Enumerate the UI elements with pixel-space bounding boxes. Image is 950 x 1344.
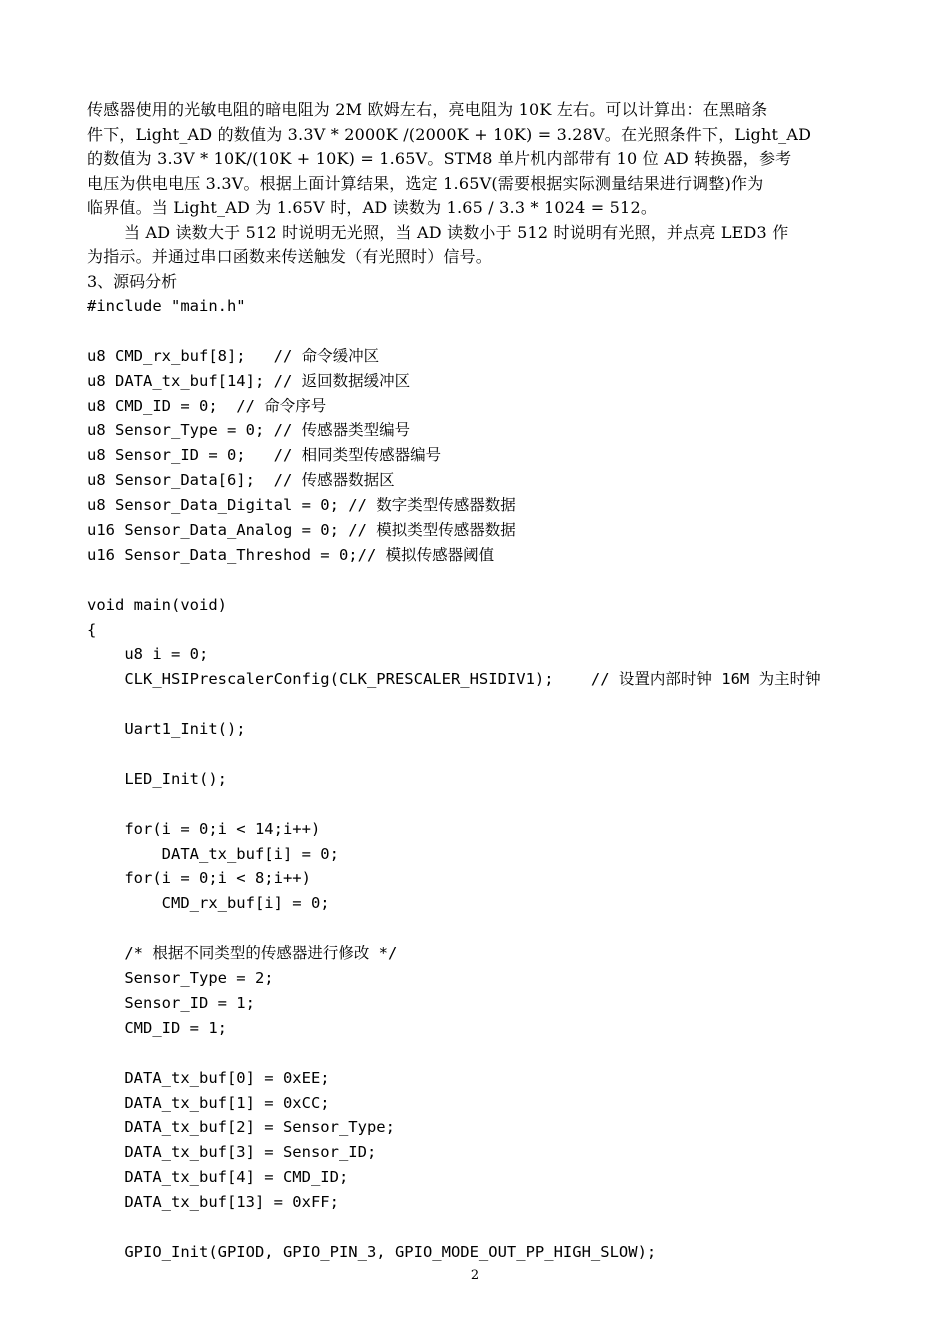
code-line: {	[87, 620, 97, 639]
code-line	[87, 916, 865, 941]
code-line: DATA_tx_buf[0] = 0xEE;	[87, 1068, 330, 1087]
code-line	[87, 742, 865, 767]
paragraph-line: 当 AD 读数大于 512 时说明无光照，当 AD 读数小于 512 时说明有光照，并点亮 LED3 作	[124, 222, 789, 242]
threshold-paragraph	[87, 221, 865, 270]
code-line: DATA_tx_buf[2] = Sensor_Type;	[87, 1118, 395, 1137]
code-line: GPIO_Init(GPIOD, GPIO_PIN_3, GPIO_MODE_OUT_PP_HIGH_SLOW);	[87, 1242, 657, 1261]
code-line: CMD_ID = 1;	[87, 1018, 227, 1037]
intro-paragraph	[87, 98, 865, 221]
paragraph-line: 电压为供电电压 3.3V。根据上面计算结果，选定 1.65V(需要根据实际测量结果进行调整)作为	[87, 173, 764, 193]
paragraph-line: 为指示。并通过串口函数来传送触发（有光照时）信号。	[87, 247, 493, 266]
source-code-block	[87, 294, 865, 1265]
code-line: for(i = 0;i < 14;i++)	[87, 819, 321, 838]
code-line: u16 Sensor_Data_Analog = 0; // 模拟类型传感器数据	[87, 521, 516, 540]
code-line: CLK_HSIPrescalerConfig(CLK_PRESCALER_HSIDIV1); // 设置内部时钟 16M 为主时钟	[87, 670, 821, 689]
section-heading: 3、源码分析	[87, 271, 178, 291]
code-line: for(i = 0;i < 8;i++)	[87, 869, 311, 888]
code-line: u8 CMD_ID = 0; // 命令序号	[87, 396, 327, 415]
code-line: DATA_tx_buf[1] = 0xCC;	[87, 1093, 330, 1112]
document-page	[87, 98, 865, 1265]
code-line: LED_Init();	[87, 769, 227, 788]
code-line: Uart1_Init();	[87, 720, 246, 739]
code-line: /* 根据不同类型的传感器进行修改 */	[87, 944, 398, 963]
code-line: u8 i = 0;	[87, 645, 209, 664]
page-number: 2	[470, 1268, 480, 1283]
code-line	[87, 692, 865, 717]
code-line: Sensor_Type = 2;	[87, 969, 274, 988]
code-line: u8 Sensor_ID = 0; // 相同类型传感器编号	[87, 446, 442, 465]
code-line: DATA_tx_buf[13] = 0xFF;	[87, 1193, 339, 1212]
paragraph-line: 的数值为 3.3V * 10K/(10K + 10K) = 1.65V。STM8 单片机内部带有 10 位 AD 转换器，参考	[87, 149, 792, 168]
paragraph-line: 临界值。当 Light_AD 为 1.65V 时，AD 读数为 1.65 / 3.3 * 1024 = 512。	[87, 198, 658, 217]
paragraph-line: 传感器使用的光敏电阻的暗电阻为 2M 欧姆左右，亮电阻为 10K 左右。可以计算出：在黑暗条	[87, 100, 768, 119]
code-line: DATA_tx_buf[i] = 0;	[87, 844, 339, 863]
code-line: u8 Sensor_Type = 0; // 传感器类型编号	[87, 421, 411, 440]
code-line: CMD_rx_buf[i] = 0;	[87, 894, 330, 913]
code-line: DATA_tx_buf[3] = Sensor_ID;	[87, 1143, 377, 1162]
code-line	[87, 1041, 865, 1066]
paragraph-line: 件下，Light_AD 的数值为 3.3V * 2000K /(2000K + 10K) = 3.28V。在光照条件下，Light_AD	[87, 124, 812, 144]
code-line: Sensor_ID = 1;	[87, 993, 255, 1012]
code-line	[87, 319, 865, 344]
code-line: u8 Sensor_Data_Digital = 0; // 数字类型传感器数据	[87, 496, 516, 515]
code-line: u16 Sensor_Data_Threshod = 0;// 模拟传感器阈值	[87, 545, 495, 564]
code-line	[87, 792, 865, 817]
code-line: u8 DATA_tx_buf[14]; // 返回数据缓冲区	[87, 371, 411, 390]
code-line: #include "main.h"	[87, 297, 246, 315]
code-line	[87, 568, 865, 593]
code-line: u8 Sensor_Data[6]; // 传感器数据区	[87, 471, 395, 490]
code-line: void main(void)	[87, 595, 227, 614]
code-line: u8 CMD_rx_buf[8]; // 命令缓冲区	[87, 346, 380, 365]
code-line: DATA_tx_buf[4] = CMD_ID;	[87, 1168, 349, 1187]
code-line	[87, 1215, 865, 1240]
